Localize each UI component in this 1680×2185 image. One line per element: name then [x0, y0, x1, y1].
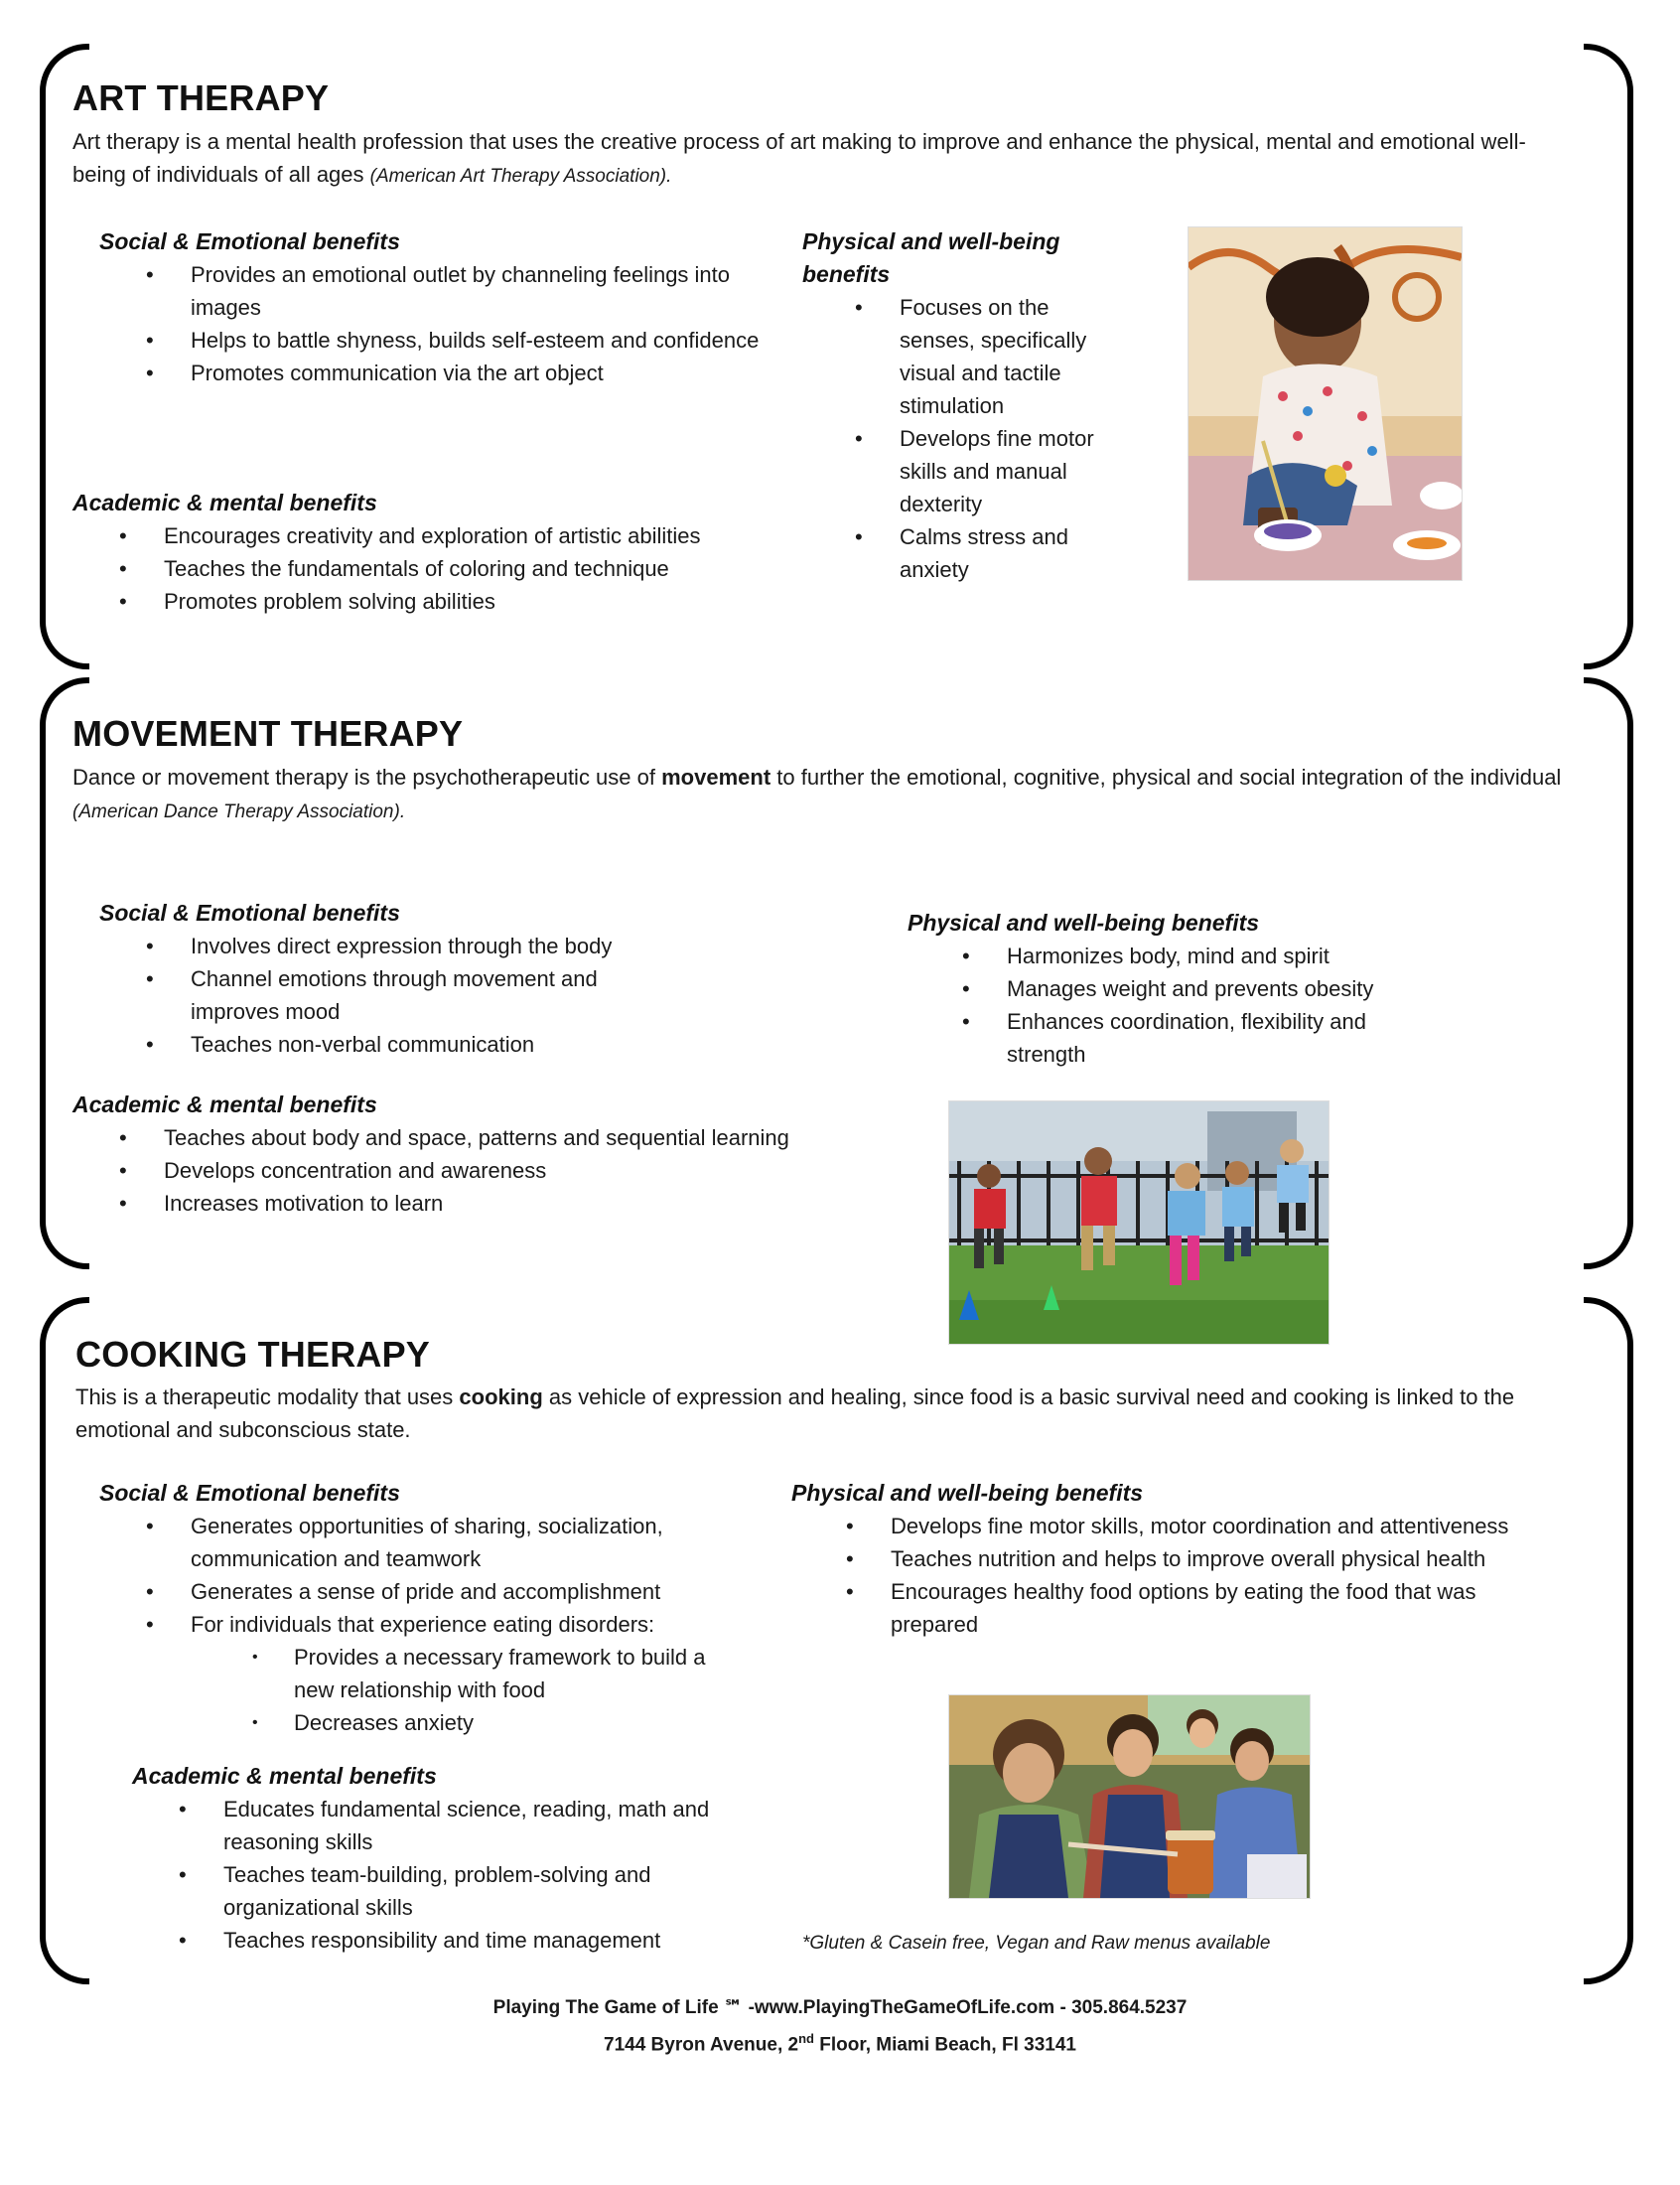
cooking-therapy-intro	[75, 1381, 1605, 1446]
list-item: • Promotes problem solving abilities	[164, 585, 787, 618]
art-therapy-photo	[1188, 226, 1463, 581]
art-academic-list	[72, 519, 787, 618]
art-academic-benefits	[72, 487, 787, 618]
art-intro-cite: (American Art Therapy Association).	[369, 166, 672, 187]
list-item: • Encourages creativity and exploration of artistic abilities	[164, 519, 787, 552]
cooking-eating-disorders-sublist	[244, 1641, 711, 1739]
cooking-intro-pre: This is a therapeutic modality that uses	[75, 1384, 454, 1409]
footer-address-sup: nd	[798, 2031, 814, 2046]
movement-intro-cite: (American Dance Therapy Association).	[72, 801, 406, 822]
cooking-social-benefits	[99, 1477, 774, 1739]
movement-social-list	[99, 930, 637, 1061]
footer-address-pre: 7144 Byron Avenue, 2	[604, 2034, 799, 2056]
movement-therapy-title: MOVEMENT THERAPY	[72, 713, 464, 754]
list-item: • Harmonizes body, mind and spirit	[1007, 940, 1424, 972]
list-item: • Involves direct expression through the body	[191, 930, 637, 962]
list-item: • Generates a sense of pride and accomplishment	[191, 1575, 727, 1608]
children-cooking-image	[949, 1695, 1310, 1898]
movement-intro-post: to further the emotional, cognitive, physical and social integration of the individual	[776, 765, 1562, 790]
art-intro-text: Art therapy is a mental health profession that uses the creative process of art making to improve and enhance the physical, mental and emotional well-being of individuals of all ages	[72, 129, 1526, 187]
list-item: • Teaches responsibility and time management	[223, 1924, 760, 1957]
movement-academic-heading: Academic & mental benefits	[72, 1092, 377, 1117]
cooking-physical-heading: Physical and well-being benefits	[791, 1480, 1144, 1506]
list-item: • Decreases anxiety	[294, 1706, 711, 1739]
list-item: • Teaches non-verbal communication	[191, 1028, 637, 1061]
cooking-therapy-photo	[948, 1694, 1311, 1899]
movement-physical-benefits	[908, 907, 1464, 1071]
cooking-academic-benefits	[132, 1760, 768, 1957]
list-item: • Increases motivation to learn	[164, 1187, 887, 1220]
art-physical-heading: Physical and well-being benefits	[802, 228, 1060, 287]
cooking-social-list	[99, 1510, 727, 1641]
list-item: • Educates fundamental science, reading, math and reasoning skills	[223, 1793, 740, 1858]
cooking-intro-bold: cooking	[459, 1384, 543, 1409]
art-therapy-title: ART THERAPY	[72, 77, 330, 118]
movement-social-heading: Social & Emotional benefits	[99, 900, 400, 926]
movement-therapy-intro	[72, 761, 1592, 828]
list-item: • Provides a necessary framework to build a new relationship with food	[294, 1641, 711, 1706]
list-item: • Helps to battle shyness, builds self-esteem and confidence	[191, 324, 767, 357]
list-item: • Provides an emotional outlet by channeling feelings into images	[191, 258, 767, 324]
list-item: • Channel emotions through movement and improves mood	[191, 962, 608, 1028]
cooking-therapy-title: COOKING THERAPY	[75, 1334, 431, 1375]
list-item: • Teaches about body and space, patterns and sequential learning	[164, 1121, 887, 1154]
list-item: • Focuses on the senses, specifically visual and tactile stimulation	[900, 291, 1098, 422]
art-academic-heading: Academic & mental benefits	[72, 490, 377, 515]
cooking-physical-list	[791, 1510, 1566, 1641]
list-item: • Enhances coordination, flexibility and strength	[1007, 1005, 1424, 1071]
list-item: • Generates opportunities of sharing, socialization, communication and teamwork	[191, 1510, 697, 1575]
list-item: • Develops fine motor skills and manual dexterity	[900, 422, 1098, 520]
cooking-intro-post: as vehicle of expression and healing, since food is a basic survival need and cooking is linked to the emotional and subconscious state.	[75, 1384, 1515, 1442]
list-item: • Manages weight and prevents obesity	[1007, 972, 1424, 1005]
art-social-benefits	[99, 225, 774, 389]
cooking-academic-list	[132, 1793, 760, 1957]
art-therapy-intro	[72, 125, 1562, 193]
art-social-list	[99, 258, 767, 389]
list-item: • Encourages healthy food options by eating the food that was prepared	[891, 1575, 1566, 1641]
cooking-academic-heading: Academic & mental benefits	[132, 1763, 437, 1789]
list-item: • Develops fine motor skills, motor coordination and attentiveness	[891, 1510, 1566, 1542]
page-footer	[0, 1992, 1680, 2060]
list-item: • Promotes communication via the art object	[191, 357, 767, 389]
movement-social-benefits	[99, 897, 695, 1061]
child-painting-image	[1189, 227, 1462, 580]
movement-intro-bold: movement	[661, 765, 771, 790]
footer-contact-line: Playing The Game of Life ℠ -www.PlayingTheGameOfLife.com - 305.864.5237	[492, 1997, 1188, 2018]
list-item: • Teaches nutrition and helps to improve overall physical health	[891, 1542, 1566, 1575]
cooking-physical-benefits	[791, 1477, 1566, 1641]
footer-address-line	[0, 2023, 1680, 2060]
movement-academic-list	[72, 1121, 887, 1220]
movement-academic-benefits	[72, 1089, 887, 1220]
art-social-heading: Social & Emotional benefits	[99, 228, 400, 254]
list-item: • Teaches the fundamentals of coloring and technique	[164, 552, 787, 585]
right-bracket	[1584, 44, 1633, 669]
movement-physical-list	[908, 940, 1424, 1071]
list-item: • Develops concentration and awareness	[164, 1154, 887, 1187]
art-physical-list	[802, 291, 1098, 586]
movement-intro-pre: Dance or movement therapy is the psychotherapeutic use of	[72, 765, 655, 790]
list-item: • For individuals that experience eating disorders:	[191, 1608, 727, 1641]
movement-physical-heading: Physical and well-being benefits	[908, 910, 1260, 936]
list-item: • Calms stress and anxiety	[900, 520, 1098, 586]
list-item: • Teaches team-building, problem-solving and organizational skills	[223, 1858, 690, 1924]
menu-availability-note: *Gluten & Casein free, Vegan and Raw menus available	[802, 1933, 1271, 1954]
art-physical-benefits	[802, 225, 1110, 586]
cooking-social-heading: Social & Emotional benefits	[99, 1480, 400, 1506]
footer-address-post: Floor, Miami Beach, Fl 33141	[813, 2034, 1076, 2056]
